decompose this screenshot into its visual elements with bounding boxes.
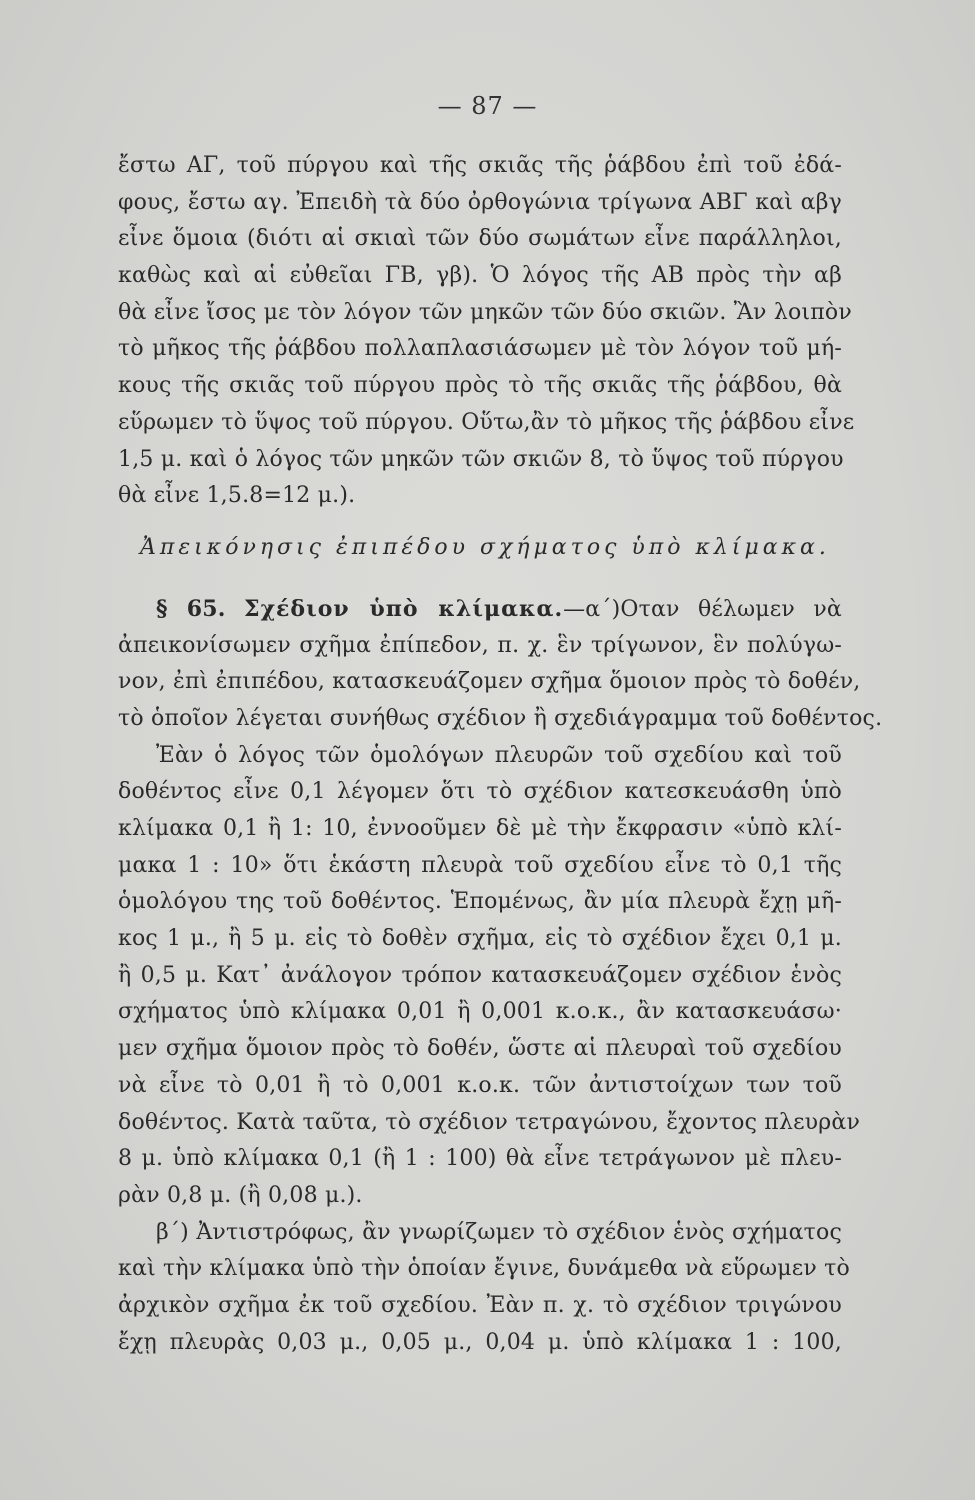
text-line: καὶ τὴν κλίμακα ὑπὸ τὴν ὁποίαν ἔγινε, δυνάμεθα νὰ εὕρωμεν τὸ xyxy=(118,1256,850,1282)
text-line: ἔχῃ πλευρὰς 0,03 μ., 0,05 μ., 0,04 μ. ὑπὸ κλίμακα 1 : 100, xyxy=(118,1329,842,1355)
text-line: ἢ 0,5 μ. Κατ᾽ ἀνάλογον τρόπον κατασκευάζομεν σχέδιον ἑνὸς xyxy=(118,962,842,988)
page-number: — 87 — xyxy=(437,92,538,120)
text-line: ρὰν 0,8 μ. (ἢ 0,08 μ.). xyxy=(118,1182,363,1208)
text-line: 8 μ. ὑπὸ κλίμακα 0,1 (ἢ 1 : 100) θὰ εἶνε τετράγωνον μὲ πλευ- xyxy=(118,1146,842,1172)
text-line: ὁμολόγου της τοῦ δοθέντος. Ἑπομένως, ἂν μία πλευρὰ ἔχῃ μῆ- xyxy=(118,889,842,915)
text-line: φους, ἔστω αγ. Ἐπειδὴ τὰ δύο ὀρθογώνια τρίγωνα ΑΒΓ καὶ αβγ xyxy=(118,189,842,215)
section-number: § 65. xyxy=(156,595,226,622)
text-line: θὰ εἶνε ἴσος με τὸν λόγον τῶν μηκῶν τῶν δύο σκιῶν. Ἂν λοιπὸν xyxy=(118,299,852,325)
text-line: ἀπεικονίσωμεν σχῆμα ἐπίπεδον, π. χ. ἓν τρίγωνον, ἓν πολύγω- xyxy=(118,632,842,658)
text-line: μακα 1 : 10» ὅτι ἑκάστη πλευρὰ τοῦ σχεδίου εἶνε τὸ 0,1 τῆς xyxy=(118,852,842,878)
text-line: κος 1 μ., ἢ 5 μ. εἰς τὸ δοθὲν σχῆμα, εἰς τὸ σχέδιον ἔχει 0,1 μ. xyxy=(118,926,842,952)
text-line: νον, ἐπὶ ἐπιπέδου, κατασκευάζομεν σχῆμα ὅμοιον πρὸς τὸ δοθέν, xyxy=(118,669,861,695)
text-line: ἔστω ΑΓ, τοῦ πύργου καὶ τῆς σκιᾶς τῆς ῥάβδου ἐπὶ τοῦ ἐδά- xyxy=(118,153,842,178)
text-line: θὰ εἶνε 1,5.8=12 μ.). xyxy=(118,483,356,509)
section-first-line xyxy=(118,591,842,628)
text-line: εὕρωμεν τὸ ὕψος τοῦ πύργου. Οὕτω,ἂν τὸ μῆκος τῆς ῥάβδου εἶνε xyxy=(118,409,855,435)
text-line: κλίμακα 0,1 ἢ 1: 10, ἐννοοῦμεν δὲ μὲ τὴν ἔκφρασιν «ὑπὸ κλί- xyxy=(118,816,842,841)
text-line: σχήματος ὑπὸ κλίμακα 0,01 ἢ 0,001 κ.ο.κ., ἂν κατασκευάσω· xyxy=(118,999,842,1025)
text-line: δοθέντος. Κατὰ ταῦτα, τὸ σχέδιον τετραγώνου, ἔχοντος πλευρὰν xyxy=(118,1109,861,1135)
text-line: νὰ εἶνε τὸ 0,01 ἢ τὸ 0,001 κ.ο.κ. τῶν ἀντιστοίχων των τοῦ xyxy=(118,1072,842,1098)
section-first-line-text: —α΄)Οταν θέλωμεν νὰ xyxy=(563,596,842,622)
section-heading: Ἀπεικόνησις ἐπιπέδου σχήματος ὑπὸ κλίμακα. xyxy=(140,534,830,560)
body-text xyxy=(118,148,883,1361)
section-title: Σχέδιον ὑπὸ κλίμακα. xyxy=(244,595,564,622)
text-line: τὸ ὁποῖον λέγεται συνήθως σχέδιον ἢ σχεδιάγραμμα τοῦ δοθέντος. xyxy=(118,705,883,731)
text-line: ἀρχικὸν σχῆμα ἐκ τοῦ σχεδίου. Ἐὰν π. χ. τὸ σχέδιον τριγώνου xyxy=(118,1292,842,1318)
text-line: καθὼς καὶ αἱ εὐθεῖαι ΓΒ, γβ). Ὁ λόγος τῆς ΑΒ πρὸς τὴν αβ xyxy=(118,263,842,289)
text-line: κους τῆς σκιᾶς τοῦ πύργου πρὸς τὸ τῆς σκιᾶς τῆς ῥάβδου, θὰ xyxy=(118,373,842,399)
text-line: δοθέντος εἶνε 0,1 λέγομεν ὅτι τὸ σχέδιον κατεσκευάσθη ὑπὸ xyxy=(118,779,842,805)
text-line: μεν σχῆμα ὅμοιον πρὸς τὸ δοθέν, ὥστε αἱ πλευραὶ τοῦ σχεδίου xyxy=(118,1036,842,1062)
text-line: β΄) Ἀντιστρόφως, ἂν γνωρίζωμεν τὸ σχέδιον ἑνὸς σχήματος xyxy=(156,1219,842,1245)
text-line: τὸ μῆκος τῆς ῥάβδου πολλαπλασιάσωμεν μὲ τὸν λόγον τοῦ μή- xyxy=(118,336,842,362)
text-line: εἶνε ὅμοια (διότι αἱ σκιαὶ τῶν δύο σωμάτων εἶνε παράλληλοι, xyxy=(118,226,842,252)
text-line: 1,5 μ. καὶ ὁ λόγος τῶν μηκῶν τῶν σκιῶν 8, τὸ ὕψος τοῦ πύργου xyxy=(118,446,844,472)
text-line: Ἐὰν ὁ λόγος τῶν ὁμολόγων πλευρῶν τοῦ σχεδίου καὶ τοῦ xyxy=(156,742,842,768)
